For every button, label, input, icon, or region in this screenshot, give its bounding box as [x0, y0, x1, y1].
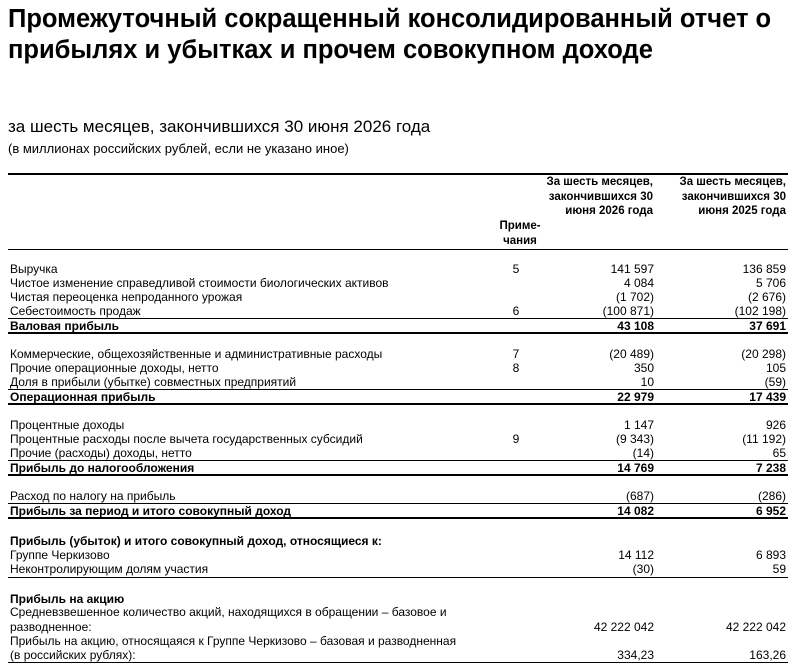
row-label: Процентные расходы после вычета государственных субсидий	[10, 432, 363, 446]
gross-profit-rule-bottom	[8, 332, 788, 334]
row-value-2026: 14 082	[617, 504, 654, 518]
row-value-2025: (286)	[757, 489, 786, 503]
row-value-2025: 42 222 042	[725, 620, 786, 634]
row-value-2026: 22 979	[617, 390, 654, 404]
row-label: Доля в прибыли (убытке) совместных предприятий	[10, 375, 297, 389]
row-value-2025: 37 691	[749, 319, 786, 333]
row-value-2025: 59	[772, 562, 786, 576]
units-note: (в миллионах российских рублей, если не указано иное)	[8, 141, 349, 156]
row-label: Прибыль до налогообложения	[10, 461, 195, 475]
row-label: Операционная прибыль	[10, 390, 156, 404]
row-value-2026: 334,23	[617, 648, 654, 662]
row-value-2025: 65	[772, 446, 786, 460]
row-value-2026: 1 147	[623, 418, 654, 432]
row-label: Группе Черкизово	[10, 548, 110, 562]
row-value-2025: (2 676)	[747, 290, 786, 304]
row-note: 5	[512, 262, 520, 276]
row-label: Прибыль за период и итого совокупный доход	[10, 504, 292, 518]
row-value-2026: 42 222 042	[593, 620, 654, 634]
period-2025-column-header: За шесть месяцев, закончившихся 30 июня 2025 года	[679, 176, 786, 217]
eps-rule	[8, 662, 788, 663]
row-value-2026: 10	[640, 375, 654, 389]
row-value-2025: 105	[765, 361, 786, 375]
net-profit-rule-bottom	[8, 517, 788, 519]
row-label: Прибыль на акцию	[10, 592, 125, 606]
pretax-profit-rule-top	[8, 460, 788, 461]
row-value-2025: (20 298)	[741, 347, 786, 361]
header-bottom-rule	[8, 249, 788, 250]
operating-profit-rule-top	[8, 389, 788, 390]
row-value-2026: (100 871)	[602, 304, 654, 318]
row-value-2025: 17 439	[749, 390, 786, 404]
row-label: Расход по налогу на прибыль	[10, 489, 176, 503]
row-value-2025: (11 192)	[742, 432, 786, 446]
row-label: разводненное:	[10, 620, 92, 634]
row-value-2026: 350	[633, 361, 654, 375]
row-value-2025: 6 952	[755, 504, 786, 518]
row-value-2025: (59)	[764, 375, 786, 389]
row-value-2026: (30)	[632, 562, 654, 576]
row-label: Выручка	[10, 262, 58, 276]
row-value-2026: 4 084	[623, 276, 654, 290]
row-value-2026: 141 597	[610, 262, 654, 276]
row-note: 8	[512, 361, 520, 375]
row-note: 9	[512, 432, 520, 446]
net-profit-rule-top	[8, 503, 788, 504]
row-label: Чистая переоценка непроданного урожая	[10, 290, 243, 304]
row-value-2025: 926	[765, 418, 786, 432]
row-value-2025: 136 859	[742, 262, 786, 276]
table-top-rule	[8, 173, 788, 175]
notes-column-header: Приме-чания	[499, 220, 541, 247]
row-label: Прочие операционные доходы, нетто	[10, 361, 219, 375]
page-title: Промежуточный сокращенный консолидированный отчет о прибылях и убытках и прочем совокупном доходе	[8, 5, 772, 64]
row-value-2026: 14 769	[617, 461, 654, 475]
row-value-2026: 43 108	[617, 319, 654, 333]
row-value-2025: 6 893	[755, 548, 786, 562]
row-label: Прочие (расходы) доходы, нетто	[10, 446, 192, 460]
row-value-2025: 5 706	[755, 276, 786, 290]
row-label: Коммерческие, общехозяйственные и административные расходы	[10, 347, 383, 361]
row-label: Неконтролирующим долям участия	[10, 562, 209, 576]
row-label: Средневзвешенное количество акций, находящихся в обращении – базовое и	[10, 605, 447, 619]
row-label: Валовая прибыль	[10, 319, 119, 333]
attribution-rule	[8, 577, 788, 578]
row-label: Процентные доходы	[10, 418, 125, 432]
row-label: Прибыль (убыток) и итого совокупный доход, относящиеся к:	[10, 534, 382, 548]
operating-profit-rule-bottom	[8, 403, 788, 405]
row-value-2026: 14 112	[618, 548, 654, 562]
row-value-2026: (14)	[632, 446, 654, 460]
period-2026-column-header: За шесть месяцев, закончившихся 30 июня 2026 года	[546, 176, 653, 217]
row-label: Чистое изменение справедливой стоимости биологических активов	[10, 276, 389, 290]
gross-profit-rule-top	[8, 318, 788, 319]
row-value-2026: (687)	[625, 489, 654, 503]
row-value-2025: 7 238	[755, 461, 786, 475]
row-label: (в российских рублях):	[10, 648, 136, 662]
row-note: 7	[512, 347, 520, 361]
row-label: Себестоимость продаж	[10, 304, 141, 318]
row-value-2025: 163,26	[749, 648, 786, 662]
row-value-2026: (1 702)	[615, 290, 654, 304]
row-note: 6	[512, 304, 520, 318]
row-value-2025: (102 198)	[734, 304, 786, 318]
row-value-2026: (20 489)	[609, 347, 654, 361]
period-subtitle: за шесть месяцев, закончившихся 30 июня 2026 года	[8, 117, 431, 136]
row-value-2026: (9 343)	[615, 432, 654, 446]
row-label: Прибыль на акцию, относящаяся к Группе Черкизово – базовая и разводненная	[10, 634, 457, 648]
pretax-profit-rule-bottom	[8, 474, 788, 476]
